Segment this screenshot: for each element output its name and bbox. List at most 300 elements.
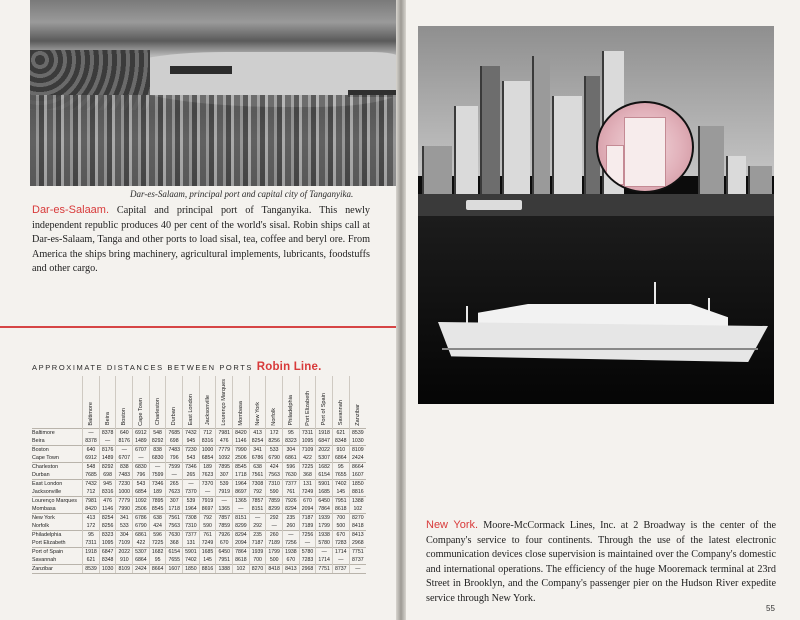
section-heading: New York. xyxy=(426,519,479,531)
distance-cell: 8292 xyxy=(149,437,166,446)
distance-cell: 670 xyxy=(216,539,233,548)
distance-cell: 8420 xyxy=(233,428,250,437)
distance-cell: 8348 xyxy=(99,556,116,565)
distance-cell: 621 xyxy=(83,556,100,565)
table-corner xyxy=(32,376,83,428)
distance-cell: 7685 xyxy=(166,428,183,437)
distance-cell: — xyxy=(83,428,100,437)
distance-cell: 621 xyxy=(332,428,349,437)
distance-cell: 368 xyxy=(299,471,316,480)
distance-cell: 172 xyxy=(83,522,100,531)
distance-cell: 7432 xyxy=(183,428,200,437)
distance-cell: 6786 xyxy=(249,454,266,463)
distance-cell: 1030 xyxy=(99,564,116,573)
distance-cell: 8378 xyxy=(99,428,116,437)
row-port-name: Savannah xyxy=(32,556,57,563)
distance-cell: 265 xyxy=(183,471,200,480)
distance-cell: — xyxy=(299,539,316,548)
distance-cell: 2094 xyxy=(233,539,250,548)
distance-cell: 1799 xyxy=(316,522,333,531)
distance-cell: 1095 xyxy=(299,437,316,446)
distance-cell: 761 xyxy=(199,530,216,539)
column-header-label: Zanzibar xyxy=(354,403,361,426)
column-header xyxy=(299,376,316,428)
distance-cell: 8420 xyxy=(83,505,100,514)
column-header-label: Jacksonville xyxy=(204,395,211,426)
column-header xyxy=(166,376,183,428)
distance-cell: 1388 xyxy=(349,496,366,505)
distance-cell: 1682 xyxy=(316,462,333,471)
distance-cell: 8545 xyxy=(149,505,166,514)
distance-cell: 6847 xyxy=(99,547,116,556)
distance-cell: 1682 xyxy=(149,547,166,556)
distance-cell: 8737 xyxy=(349,556,366,565)
column-header-label: Norfolk xyxy=(271,407,278,426)
distance-cell: — xyxy=(349,564,366,573)
distance-cell: 422 xyxy=(133,539,150,548)
table-row xyxy=(32,547,366,556)
distance-cell: 596 xyxy=(283,462,300,471)
column-header xyxy=(216,376,233,428)
distance-cell: 102 xyxy=(233,564,250,573)
distance-cell: 8323 xyxy=(99,530,116,539)
distance-cell: 8109 xyxy=(349,445,366,454)
distance-cell: 1714 xyxy=(316,556,333,565)
distance-cell: 8618 xyxy=(233,556,250,565)
section-text: Moore-McCormack Lines, Inc. at 2 Broadway is the center of the Company's service to four continents. Through the use of the latest electronic communication devices close supervision is maintained over the Company's domestic and international operations. The efficiency of the huge Mooremack terminal at 23rd Street in Brooklyn, and the Company's passenger pier on the Hudson River expedite service through New York. xyxy=(426,520,776,604)
photo-caption: Dar-es-Salaam, principal port and capital city of Tanganyika. xyxy=(130,189,354,199)
distance-cell: 2094 xyxy=(299,505,316,514)
distance-cell: 2022 xyxy=(316,445,333,454)
distance-cell: 7346 xyxy=(149,479,166,488)
distance-cell: 1939 xyxy=(316,513,333,522)
distance-cell: 7249 xyxy=(299,488,316,497)
row-port-name: East London xyxy=(32,479,83,488)
distance-cell: 638 xyxy=(249,462,266,471)
table-header-row xyxy=(32,376,366,428)
distance-cell: 6707 xyxy=(133,445,150,454)
distance-cell: 7187 xyxy=(249,539,266,548)
distance-cell: 8539 xyxy=(83,564,100,573)
distance-cell: 945 xyxy=(183,437,200,446)
distance-cell: 6861 xyxy=(283,454,300,463)
distance-cell: 910 xyxy=(332,445,349,454)
row-port-name: Port of Spain xyxy=(32,547,83,556)
distance-cell: 2968 xyxy=(299,564,316,573)
distance-cell: 7189 xyxy=(266,539,283,548)
distance-cell: 7623 xyxy=(166,488,183,497)
row-port-name: Charleston xyxy=(32,462,83,471)
distance-cell: 1718 xyxy=(166,505,183,514)
distance-cell: 7563 xyxy=(266,471,283,480)
town-rooftops xyxy=(30,95,400,186)
distance-cell: 6154 xyxy=(166,547,183,556)
column-header xyxy=(233,376,250,428)
distance-cell: 1365 xyxy=(216,505,233,514)
section-text: Capital and principal port of Tanganyika. This newly independent republic produces 40 per cent of the world's sisal. Robin ships call at Dar-es-Salaam, Tanga and other ports to load sisal, tea, coffee and beryl ore. From America the ships bring machinery, agricultural implements, lubricants, foodstuffs and other cargo. xyxy=(32,205,370,275)
distance-cell: 8316 xyxy=(99,488,116,497)
distance-cell: 6707 xyxy=(116,454,133,463)
row-port-name: Lourenço Marques xyxy=(32,496,83,505)
distance-cell: 543 xyxy=(133,479,150,488)
distance-cell: 8256 xyxy=(99,522,116,531)
distance-cell: 7951 xyxy=(332,496,349,505)
distance-cell: 548 xyxy=(149,428,166,437)
distance-cell: 8270 xyxy=(249,564,266,573)
distance-cell: 6790 xyxy=(266,454,283,463)
distance-cell: 7655 xyxy=(332,471,349,480)
distance-cell: 7857 xyxy=(216,513,233,522)
distance-cell: 7283 xyxy=(299,556,316,565)
distance-cell: — xyxy=(332,556,349,565)
table-row xyxy=(32,471,366,480)
distance-cell: 7926 xyxy=(283,496,300,505)
distance-cell: 368 xyxy=(166,539,183,548)
distance-cell: 8697 xyxy=(233,488,250,497)
distance-cell: 95 xyxy=(283,428,300,437)
distance-cell: 700 xyxy=(249,556,266,565)
distance-cell: 533 xyxy=(266,445,283,454)
distance-cell: 413 xyxy=(83,513,100,522)
distance-cell: 7563 xyxy=(166,522,183,531)
distance-cell: 7919 xyxy=(199,496,216,505)
table-row xyxy=(32,513,366,522)
distance-cell: 8413 xyxy=(349,530,366,539)
row-port-name: Mombasa xyxy=(32,505,56,512)
distance-cell: 638 xyxy=(149,513,166,522)
distance-cell: 500 xyxy=(332,522,349,531)
distance-cell: 2022 xyxy=(116,547,133,556)
distance-cell: 1718 xyxy=(233,471,250,480)
distance-cell: 1000 xyxy=(199,445,216,454)
table-row xyxy=(32,428,366,437)
row-port-name: Durban xyxy=(32,471,50,478)
distance-cell: 1489 xyxy=(99,454,116,463)
column-header xyxy=(249,376,266,428)
distance-cell: 7310 xyxy=(266,479,283,488)
distance-cell: 792 xyxy=(249,488,266,497)
distance-cell: — xyxy=(216,496,233,505)
distance-cell: 7859 xyxy=(216,522,233,531)
distance-cell: 307 xyxy=(216,471,233,480)
distance-cell: 8151 xyxy=(249,505,266,514)
distance-table-title xyxy=(32,361,372,373)
distance-cell: 8737 xyxy=(332,564,349,573)
distance-cell: 8816 xyxy=(349,488,366,497)
distance-cell: 8270 xyxy=(349,513,366,522)
distance-cell: 1607 xyxy=(166,564,183,573)
distance-cell: 1799 xyxy=(266,547,283,556)
distance-cell: 7919 xyxy=(216,488,233,497)
distance-cell: 8299 xyxy=(266,505,283,514)
distance-cell: — xyxy=(199,488,216,497)
column-header xyxy=(83,376,100,428)
distance-cell: 1030 xyxy=(349,437,366,446)
distance-cell: 5780 xyxy=(299,547,316,556)
table-row xyxy=(32,454,366,463)
row-port-name: Jacksonville xyxy=(32,488,62,495)
distance-cell: 6450 xyxy=(316,496,333,505)
distance-cell: 7311 xyxy=(299,428,316,437)
column-header-label: Baltimore xyxy=(87,401,94,426)
distance-cell: 8254 xyxy=(99,513,116,522)
distance-cell: 7779 xyxy=(216,445,233,454)
distance-cell: 7685 xyxy=(83,471,100,480)
column-header xyxy=(283,376,300,428)
distance-cell: 838 xyxy=(149,445,166,454)
book-gutter xyxy=(396,0,406,620)
column-header-label: Philadelphia xyxy=(287,395,294,426)
distance-cell: 640 xyxy=(116,428,133,437)
distance-cell: 7857 xyxy=(249,496,266,505)
distance-cell: 838 xyxy=(116,462,133,471)
distance-cell: 307 xyxy=(166,496,183,505)
ship-hull-stripe xyxy=(442,348,758,350)
distance-cell: 6854 xyxy=(199,454,216,463)
distance-cell: 6912 xyxy=(83,454,100,463)
distance-cell: 7751 xyxy=(316,564,333,573)
page-number: 55 xyxy=(766,604,775,613)
distance-cell: 1685 xyxy=(316,488,333,497)
column-header-label: Port of Spain xyxy=(321,393,328,426)
distance-cell: 102 xyxy=(349,505,366,514)
column-header-label: Charleston xyxy=(154,398,161,426)
distance-cell: 8697 xyxy=(199,505,216,514)
distance-cell: 341 xyxy=(249,445,266,454)
distance-cell: 7895 xyxy=(216,462,233,471)
distance-cell: — xyxy=(183,479,200,488)
distance-cell: 7308 xyxy=(183,513,200,522)
distance-cell: 1964 xyxy=(233,479,250,488)
distance-cell: — xyxy=(266,522,283,531)
distance-cell: 7990 xyxy=(233,445,250,454)
distance-cell: 796 xyxy=(133,471,150,480)
distance-cell: 131 xyxy=(299,479,316,488)
distance-cell: 1938 xyxy=(316,530,333,539)
distance-cell: 6864 xyxy=(133,556,150,565)
distance-cell: 792 xyxy=(199,513,216,522)
distance-cell: — xyxy=(116,445,133,454)
column-header xyxy=(199,376,216,428)
dar-es-salaam-paragraph xyxy=(32,203,370,277)
distance-cell: 7310 xyxy=(183,522,200,531)
distance-cell: 8109 xyxy=(116,564,133,573)
distance-cell: 1092 xyxy=(216,454,233,463)
distance-cell: 8294 xyxy=(233,530,250,539)
distance-cell: 95 xyxy=(332,462,349,471)
distance-cell: 7225 xyxy=(149,539,166,548)
distance-cell: 7483 xyxy=(166,445,183,454)
distance-cell: 8323 xyxy=(283,437,300,446)
distance-cell: 292 xyxy=(249,522,266,531)
distance-cell: 6847 xyxy=(316,437,333,446)
distance-cell: 1938 xyxy=(283,547,300,556)
distance-cell: 5901 xyxy=(316,479,333,488)
distance-cell: 7230 xyxy=(116,479,133,488)
column-header-label: Lourenço Marques xyxy=(221,378,228,426)
distance-cell: 7311 xyxy=(83,539,100,548)
distance-cell: 670 xyxy=(299,496,316,505)
distance-cell: 413 xyxy=(249,428,266,437)
column-header-label: Port Elizabeth xyxy=(304,390,311,426)
distance-cell: 8539 xyxy=(349,428,366,437)
distance-cell: 548 xyxy=(83,462,100,471)
column-header xyxy=(133,376,150,428)
distance-cell: 7599 xyxy=(166,462,183,471)
distance-cell: 761 xyxy=(283,488,300,497)
section-heading: Dar-es-Salaam. xyxy=(32,204,110,216)
distance-cell: 700 xyxy=(332,513,349,522)
distance-cell: 1685 xyxy=(199,547,216,556)
distance-cell: 8256 xyxy=(266,437,283,446)
column-header-label: New York xyxy=(254,401,261,426)
distance-cell: 1964 xyxy=(183,505,200,514)
distance-cell: 1095 xyxy=(99,539,116,548)
distance-cell: 8618 xyxy=(332,505,349,514)
distance-cell: 8176 xyxy=(99,445,116,454)
red-divider xyxy=(0,326,400,328)
distance-cell: — xyxy=(316,547,333,556)
distance-cell: 590 xyxy=(199,522,216,531)
distance-cell: 8418 xyxy=(266,564,283,573)
distance-cell: 7859 xyxy=(266,496,283,505)
distance-cell: 172 xyxy=(266,428,283,437)
column-header xyxy=(116,376,133,428)
distance-cell: 596 xyxy=(149,530,166,539)
row-port-name: Zanzibar xyxy=(32,564,83,573)
new-york-paragraph xyxy=(426,518,776,607)
column-header xyxy=(99,376,116,428)
distance-cell: 8316 xyxy=(199,437,216,446)
distance-cell: 1388 xyxy=(216,564,233,573)
distance-cell: 640 xyxy=(83,445,100,454)
table-row xyxy=(32,462,366,471)
table-row xyxy=(32,564,366,573)
distance-cell: 7230 xyxy=(183,445,200,454)
distance-cell: 8299 xyxy=(233,522,250,531)
table-row xyxy=(32,539,366,548)
distance-cell: 304 xyxy=(116,530,133,539)
column-header-label: Cape Town xyxy=(137,397,144,426)
row-port-name: Philadelphia xyxy=(32,530,83,539)
distance-cell: 1365 xyxy=(233,496,250,505)
distance-cell: 539 xyxy=(183,496,200,505)
distance-cell: 8378 xyxy=(83,437,100,446)
distance-cell: 7599 xyxy=(149,471,166,480)
distance-cell: 1918 xyxy=(316,428,333,437)
column-header-label: Boston xyxy=(121,408,128,426)
distance-cell: 533 xyxy=(116,522,133,531)
distance-cell: 6450 xyxy=(216,547,233,556)
distance-cell: 1939 xyxy=(249,547,266,556)
distance-cell: 189 xyxy=(149,488,166,497)
distance-cell: 5307 xyxy=(133,547,150,556)
distance-cell: 7895 xyxy=(149,496,166,505)
distance-cell: 6864 xyxy=(332,454,349,463)
table-title: APPROXIMATE DISTANCES BETWEEN PORTS xyxy=(32,363,254,372)
distance-cell: 424 xyxy=(266,462,283,471)
distance-cell: 7751 xyxy=(349,547,366,556)
distance-cell: 7109 xyxy=(116,539,133,548)
distance-cell: 7623 xyxy=(199,471,216,480)
distance-cell: 910 xyxy=(116,556,133,565)
distance-cell: 95 xyxy=(149,556,166,565)
passenger-ship xyxy=(438,322,768,362)
distance-cell: — xyxy=(233,505,250,514)
distance-cell: 945 xyxy=(99,479,116,488)
row-port-name: Cape Town xyxy=(32,454,59,461)
distance-cell: 2968 xyxy=(349,539,366,548)
distance-cell: 8292 xyxy=(99,462,116,471)
distance-cell: 1850 xyxy=(183,564,200,573)
distance-cell: 7225 xyxy=(299,462,316,471)
distance-cell: 6830 xyxy=(149,454,166,463)
distance-cell: 145 xyxy=(332,488,349,497)
highlighted-building xyxy=(624,117,666,187)
row-port-name: Baltimore xyxy=(32,428,83,437)
dar-es-salaam-photo xyxy=(30,0,400,186)
distance-cell: 7308 xyxy=(249,479,266,488)
new-york-photo xyxy=(418,26,774,404)
row-port-name: Boston xyxy=(32,445,83,454)
distance-cell: 8151 xyxy=(233,513,250,522)
robin-line-brand: Robin Line. xyxy=(256,361,322,373)
distance-cell: 6790 xyxy=(133,522,150,531)
distance-cell: 2506 xyxy=(233,454,250,463)
distance-cell: — xyxy=(283,530,300,539)
distance-cell: 7981 xyxy=(83,496,100,505)
column-header xyxy=(332,376,349,428)
distance-cell: 260 xyxy=(283,522,300,531)
distance-cell: 235 xyxy=(283,513,300,522)
table-row xyxy=(32,445,366,454)
tugboat xyxy=(466,200,522,210)
table-body xyxy=(32,428,366,573)
distance-cell: 1092 xyxy=(133,496,150,505)
distance-cell: 131 xyxy=(183,539,200,548)
table-row xyxy=(32,479,366,488)
distance-cell: 8348 xyxy=(332,437,349,446)
distance-cell: 7561 xyxy=(166,513,183,522)
distance-cell: 7189 xyxy=(299,522,316,531)
ship-superstructure xyxy=(478,304,728,326)
ship-in-harbor xyxy=(170,66,232,74)
table-row xyxy=(32,437,366,446)
distance-cell: — xyxy=(149,462,166,471)
distance-cell: 8545 xyxy=(233,462,250,471)
distance-cell: 543 xyxy=(183,454,200,463)
distance-cell: 7187 xyxy=(299,513,316,522)
column-header-label: Beira xyxy=(104,412,111,426)
column-header xyxy=(266,376,283,428)
distance-cell: — xyxy=(133,454,150,463)
distance-cell: 8413 xyxy=(283,564,300,573)
distance-cell: 422 xyxy=(299,454,316,463)
distance-cell: 1146 xyxy=(233,437,250,446)
column-header-label: Savannah xyxy=(337,400,344,426)
distance-cell: 6154 xyxy=(316,471,333,480)
row-port-name: Beira xyxy=(32,437,45,444)
highlighted-building-annex xyxy=(606,145,624,185)
table-row xyxy=(32,496,366,505)
distance-cell: 712 xyxy=(83,488,100,497)
column-header-label: Mombasa xyxy=(237,400,244,426)
distance-cell: 7346 xyxy=(183,462,200,471)
distance-cell: 260 xyxy=(266,530,283,539)
column-header xyxy=(183,376,200,428)
right-page xyxy=(400,0,800,620)
distance-cell: 7981 xyxy=(216,428,233,437)
